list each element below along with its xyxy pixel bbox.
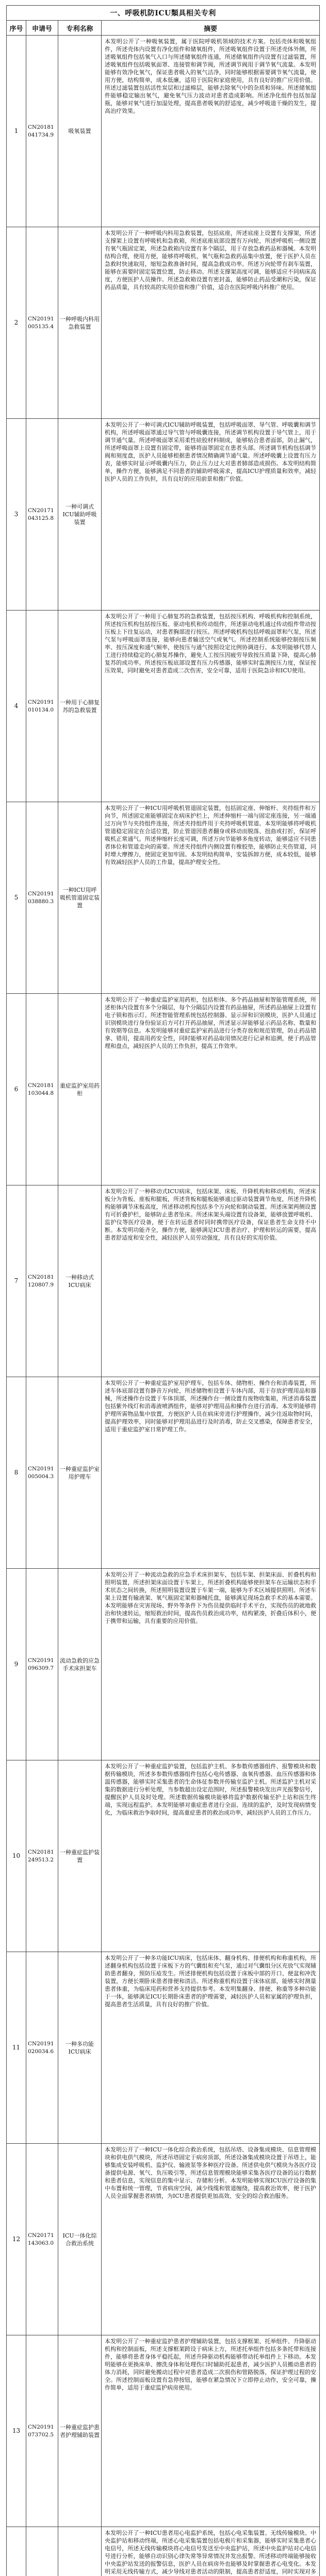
header-name: 专利名称 [58,21,102,36]
row-number: 3 [7,419,26,611]
patent-name [58,2527,102,2576]
application-number: CN20181041734.9 [26,36,58,227]
table-row [7,36,320,227]
application-number: CN20191005135.4 [26,227,58,419]
patent-name: 流动急救的应急手术床担架车 [58,1569,102,1760]
table-row [7,1185,320,1377]
table-body [7,36,320,2576]
patent-name: 一种可调式ICU辅助呼吸装置 [58,419,102,611]
patent-name: 一种重症监护患者护理辅助装置 [58,2335,102,2527]
table-row [7,2144,320,2335]
row-number: 13 [7,2335,26,2527]
table-row [7,1377,320,1569]
table-row [7,1569,320,1760]
row-number: 2 [7,227,26,419]
patent-abstract: 本发明公开了一种移动式ICU病床，包括床架、床板、升降机构和移动机构，所述床板分为背板、座板和腿板，所述背板和腿板能够通过驱动装置调节角度，所述升降机构能够调节床板高度，所述移动机构包括多个万向轮和制动装置。所述床架两侧设置有可折叠护栏，能够防止患者坠床。所述床架头端设置有设备架，能够放置呼吸机、监护仪等医疗设备，便于在转运患者时同时携带医疗设备，保证患者生命支持不中断。本发明功能齐全，操作方便，能够满足ICU患者治疗、护理和转运的需要，提高患者舒适度和安全性，减轻医护人员劳动强度，具有良好的实用价值。 [102,1185,320,1377]
table-row [7,1952,320,2144]
patent-abstract: 本发明公开了一种可调式ICU辅助呼吸装置，包括呼吸面罩、导气管、呼吸囊和调节机构，所述呼吸面罩通过导气管与呼吸囊连接，所述调节机构设置于导气管上，用于调节通气量。所述呼吸面罩采用柔性硅胶材料制成，能够贴合患者面部，防止漏气，所述呼吸面罩上设置有固定带，能够将面罩固定在患者头部。所述调节机构包括调节阀和刻度盘，医护人员能够根据患者情况精确调节通气量。所述呼吸囊上设置有压力表，能够实时显示呼吸囊内压力，防止压力过大对患者肺部造成损伤。本发明结构简单，操作方便，能够满足不同患者的辅助呼吸需求，提高ICU护理质量和效率，减轻医护人员的工作负担，具有良好的应用前景和推广价值。 [102,419,320,611]
patent-abstract: 本发明公开了一种ICU用呼吸机管道固定装置，包括固定座、伸缩杆、夹持组件和万向节，所述固定座能够固定在病床护栏上，所述伸缩杆一端与固定座连接，另一端通过万向节与夹持组件连接，所述夹持组件用于夹持呼吸机管道。本发明能够将呼吸机管道稳定固定在合适位置，防止管道因患者翻身或移动而脱落、扭曲或打折，保证呼吸机正常通气。所述伸缩杆长度可调，所述万向节能够多角度转动，能够适应不同患者体位和管道走向的需要。所述夹持组件内侧设置有橡胶垫，能够防止夹伤管道，同时增大摩擦力，使固定更加牢固。本发明结构简单，安装拆卸方便，成本较低，能够有效减轻医护人员的工作量，提高护理安全性。 [102,802,320,994]
patent-name: 一种重症监护装置 [58,1760,102,1952]
table-row [7,802,320,994]
row-number: 11 [7,1952,26,2144]
row-number: 7 [7,1185,26,1377]
application-number: CN20191010134.0 [26,611,58,802]
row-number: 10 [7,1760,26,1952]
table-row [7,1760,320,1952]
patent-name: 一种用于心肺复苏的急救装置 [58,611,102,802]
patent-name: ICU一体化综合救治系统 [58,2144,102,2335]
patent-abstract: 本发明公开了一种重症监护室用药柜，包括柜体、多个药品抽屉和智能管理系统，所述柜体内设置有多个分隔层，每个分隔层内设置有药品抽屉，所述药品抽屉上设置有电子锁和指示灯。所述智能管理系统包括控制器、显示屏和识别模块，医护人员通过识别模块进行身份验证后方可打开药品抽屉，所述显示屏能够显示药品名称、数量和有效期等信息。本发明能够对重症监护室药品进行分类存放和规范管理，防止药品错拿、错用，提高用药安全性，同时能够对药品取用情况进行记录和追溯，便于药品管理和盘点，减轻医护人员的工作负担，提高工作效率。 [102,994,320,1185]
header-no: 序号 [7,21,26,36]
application-number: CN20181103044.8 [26,994,58,1185]
patent-abstract: 本发明公开了一种流动急救的应急手术床担架车，包括车架、担架床面、折叠机构和照明装置，所述担架床面设置于车架上，所述折叠机构能够使担架车在运输状态和手术状态之间转换，所述照明装置设置于车架一端，能够为手术区域提供照明。所述车架上设置有输液架、氧气瓶固定架和器械托盘，能够满足现场急救手术的基本需要。本发明能够在灾害现场、野外等条件下为伤员提供临时手术平台，实现伤员的就地救治和快速转运，缩短救治时间，提高伤员救治成功率，结构紧凑，折叠后体积小，便于携带和运输，具有重要的应用价值。 [102,1569,320,1760]
table-row [7,227,320,419]
application-number: CN20171043125.8 [26,419,58,611]
application-number [26,2527,58,2576]
row-number: 12 [7,2144,26,2335]
application-number: CN20191073702.5 [26,2335,58,2527]
patent-abstract: 本发明公开了一种重症监护室用护理车，包括车体、储物柜、操作台和消毒装置，所述车体底部设置有静音万向轮，所述储物柜设置于车体内部，用于存放护理用品和器械，所述操作台设置于车体顶部，所述操作台一侧设置有废物收集箱，所述消毒装置包括紫外线灯和消毒液喷洒组件，能够对护理用品和操作台进行消毒。本发明能够将护理所需物品集中放置，方便医护人员在病床旁进行护理操作，减少往返取物时间，提高护理效率，同时能够对护理用品进行及时消毒，防止交叉感染，保障患者安全，适用于重症监护室日常护理工作。 [102,1377,320,1569]
row-number: 6 [7,994,26,1185]
patent-name: 一种呼吸内科用急救装置 [58,227,102,419]
row-number: 5 [7,802,26,994]
table-row [7,2335,320,2527]
application-number: CN20181120807.9 [26,1185,58,1377]
row-number [7,2527,26,2576]
patent-abstract: 本发明公开了一种重症监护装置，包括监护主机、多参数传感器组件、报警模块和数据传输模块，所述多参数传感器组件包括心电传感器、血氧传感器、血压传感器和体温传感器，能够实时采集患者的生命体征参数并传输至监护主机。所述监护主机对采集的数据进行分析处理，当参数超出设定范围时，所述报警模块发出声光报警信号，提醒医护人员及时处理。所述数据传输模块能够将监护数据传输至护士站和医生终端，实现远程监护。本发明能够对重症患者进行全面、连续的监护，及时发现病情变化，为临床救治争取时间，提高重症患者的救治成功率，减轻医护人员的工作压力。 [102,1760,320,1952]
patent-abstract: 本发明公开了一种ICU一体化综合救治系统，包括吊塔、设备集成模块、信息管理模块和供电供气模块，所述吊塔固定于病房顶部，所述设备集成模块设置于吊塔上，能够集成安装呼吸机、监护仪、输液泵等多种医疗设备。所述供电供气模块为各医疗设备提供电源、氧气、负压吸引等，所述信息管理模块能够采集各医疗设备的运行数据和患者信息，实现信息的集中显示、存储和分析。本发明能够实现ICU医疗设备的集中布置和统一管理，节省病房空间，减少线缆和管道缠绕，提高救治效率，便于医护人员全面掌握患者病情，为ICU患者提供更加高效、安全的综合救治服务。 [102,2144,320,2335]
row-number: 9 [7,1569,26,1760]
table-header [7,21,320,36]
application-number: CN20191020034.6 [26,1952,58,2144]
header-app-no: 申请号 [26,21,58,36]
document-title: 一、呼吸机防ICU類具相关专利 [6,5,320,20]
header-abstract: 摘要 [102,21,320,36]
patent-document [6,5,320,2576]
application-number: CN20191038880.3 [26,802,58,994]
application-number: CN20191005004.3 [26,1377,58,1569]
application-number: CN20191096309.7 [26,1569,58,1760]
patent-abstract: 本发明公开了一种呼吸内科用急救装置，包括底座，所述底座上设置有支撑架，所述支撑架上设置有呼吸机和急救箱，所述底座底部设置有万向轮，所述呼吸机一侧设置有氧气瓶固定架，所述急救箱内设置有多个隔层，用于存放急救药品和器械。本发明结构合理，使用方便，能够将呼吸机、氧气瓶和急救药品集中放置，便于医护人员在急救时快速取用，缩短急救准备时间，提高急救成功率。所述万向轮带有刹车装置，能够在需要时固定装置位置，防止移动。所述支撑架高度可调，能够适应不同病床高度，方便医护人员操作。所述急救箱设置有密封盖，能够防止药品受潮和污染，保证药品质量，具有较高的实用价值和推广价值，适合在医院呼吸内科推广使用。 [102,227,320,419]
table-row [7,419,320,611]
row-number: 4 [7,611,26,802]
patent-abstract: 本发明公开了一种ICU患者用心电监护系统，包括心电采集装置、无线传输模块、中央监护站和移动终端，所述心电采集装置包括电极片和采集器，能够实时采集患者心电信号，所述无线传输模块将心电信号发送至中央监护站，所述中央监护站对心电信号进行分析，能够自动识别心律失常等异常情况并发出报警。所述移动终端能够接收中央监护站发送的报警信息，医护人员在病房外也能够及时掌握患者心电变化。本发明采用无线传输方式，减少导线对患者活动的限制，提高患者舒适度，同时实现对多 [102,2527,320,2576]
patent-name: 一种多功能ICU病床 [58,1952,102,2144]
application-number: CN20181249513.2 [26,1760,58,1952]
table-row [7,994,320,1185]
patent-abstract: 本发明公开了一种吸氧装置，属于医院呼吸机领域的技术方案。包括壳体和吸氧组件，所述壳体内设置有净化组件和储氧组件，所述吸氧组件设置于所述壳体外侧，所述吸氧组件包括氧气入口与所述储氧组件连通，所述储氧组件内设置有过滤装置，所述吸氧组件包括吸氧面罩、连接管和调节阀，所述调节阀用于调节氧气流量。本发明能够有效净化氧气，保证患者吸入的氧气洁净，同时能够根据需要调节氧气流量，使用方便，结构简单，成本低廉，适用于医院和家庭使用，具有良好的推广应用价值。所述过滤装置包括活性炭层和过滤棉层，能够去除氧气中的杂质和异味。所述储氧组件能够稳定输出氧气，避免氧气压力波动对患者造成影响。所述净化组件包括加湿瓶，能够对氧气进行加湿处理，提高患者吸氧的舒适度，减少呼吸道干燥的发生，提高治疗效果。 [102,36,320,227]
patent-abstract: 本发明公开了一种重症监护患者护理辅助装置，包括支撑框架、托举组件、升降驱动机构和控制面板，所述支撑框架跨设于病床上方，所述托举组件包括多条托带和连接件，能够将患者身体平稳托起，所述升降驱动机构能够带动托举组件上下移动。本发明能够在更换床单、擦洗身体和处理伤口时辅助托起患者，减少医护人员搬动患者的体力消耗，同时避免搬动过程中对患者造成二次损伤和管路脱落，保证护理过程的安全。所述控制面板设置有急停按钮，能够在紧急情况下立即停止动作，安全可靠，操作简单，适用于重症监护病房使用。 [102,2335,320,2527]
patent-name: 重症监护室用药柜 [58,994,102,1185]
row-number: 1 [7,36,26,227]
patent-name: 一种移动式ICU病床 [58,1185,102,1377]
patent-name: 一种ICU用呼吸机管道固定装置 [58,802,102,994]
row-number: 8 [7,1377,26,1569]
patent-abstract: 本发明公开了一种用于心肺复苏的急救装置，包括按压机构、呼吸机构和控制系统，所述按压机构包括按压板、驱动电机和传动组件，所述驱动电机通过传动组件带动按压板上下往复运动，对患者胸部进行按压。所述呼吸机构包括呼吸面罩和气泵，所述气泵与呼吸面罩连接，能够向患者输送空气或氧气。所述控制系统能够控制按压频率、按压深度和通气频率，使按压与通气按照设定比例协调进行。本发明能够代替人工进行持续稳定的心肺复苏操作，避免人工按压因疲劳导致按压质量下降，提高心肺复苏的成功率。所述按压板底部设置有压力传感器，能够实时监测按压力度，保证按压效果，同时避免对患者造成二次伤害，安全可靠，适用于医院急诊和ICU使用。 [102,611,320,802]
patent-abstract: 本发明公开了一种多功能ICU病床，包括床体、翻身机构、排便机构和称重机构，所述翻身机构包括设置于床板下方的气囊组和充气泵，通过对气囊组分区充放气实现辅助患者翻身，预防压疮发生。所述排便机构包括设置于床板中部的开口、便盆和冲洗装置，方便长期卧床患者排便和清洁。所述称重机构设置于床体底部，能够实时测量患者体重，为临床用药和营养支持提供参考。本发明集翻身、排便、称重等多种功能于一体，能够满足ICU长期卧床患者的护理需要，减轻医护人员和家属的护理负担，提高患者生活质量，具有良好的推广价值。 [102,1952,320,2144]
application-number: CN20171143063.0 [26,2144,58,2335]
patent-name: 一种重症监护室用护理车 [58,1377,102,1569]
patent-table [6,20,320,2576]
patent-name: 吸氧装置 [58,36,102,227]
table-row [7,611,320,802]
table-row [7,2527,320,2576]
